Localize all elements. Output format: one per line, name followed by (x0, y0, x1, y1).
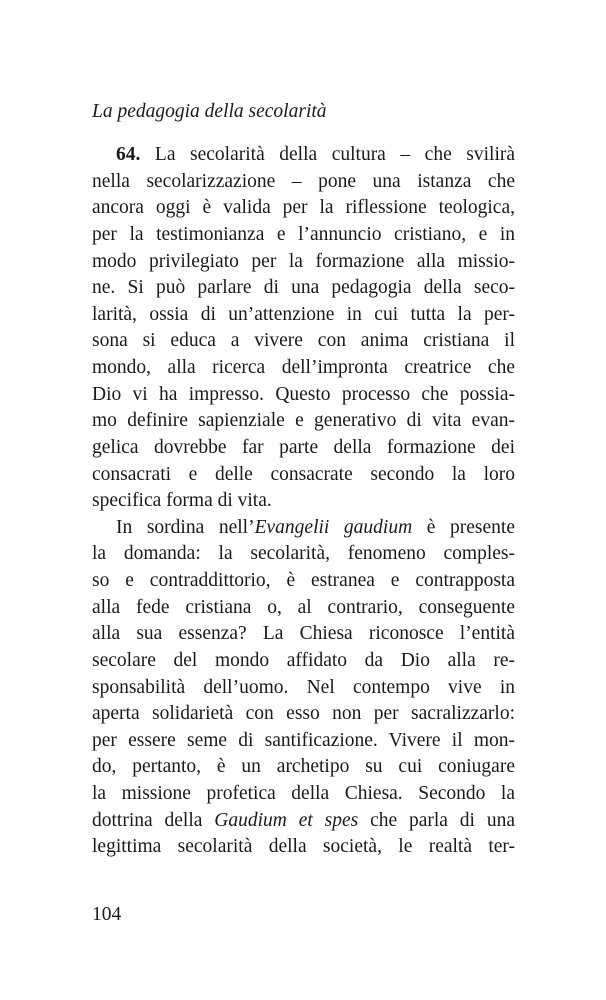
text-line: aperta solidarietà con esso non per sacralizzarlo: (92, 703, 515, 725)
work-title: Evangelii gaudium (254, 516, 413, 538)
text-line: larità, ossia di un’attenzione in cui tutta la per- (92, 303, 515, 325)
work-title: Gaudium et spes (214, 809, 359, 831)
body-text (92, 142, 515, 861)
text-line: do, pertanto, è un archetipo su cui coniugare (92, 756, 515, 778)
text-line: ne. Si può parlare di una pedagogia della seco- (92, 277, 515, 299)
paragraph-number: 64. (116, 144, 141, 165)
text-line: gelica dovrebbe far parte della formazione dei (92, 436, 515, 458)
section-heading: La pedagogia della secolarità (92, 101, 327, 122)
text-line: so e contraddittorio, è estranea e contrapposta (92, 570, 515, 591)
text-line: In sordina nell’Evangelii gaudium è presente (116, 516, 515, 538)
text-line: la domanda: la secolarità, fenomeno comples- (92, 543, 515, 565)
text-line: mondo, alla ricerca dell’impronta creatrice che (92, 357, 515, 378)
text-line: sponsabilità dell’uomo. Nel contempo vive in (92, 676, 515, 698)
text-line: sona si educa a vivere con anima cristiana il (92, 330, 515, 352)
text-line: consacrati e delle consacrate secondo la loro (92, 463, 515, 485)
text-line: 64. La secolarità della cultura – che svilirà (116, 144, 516, 165)
text-line: dottrina della Gaudium et spes che parla di una (92, 809, 515, 831)
text-line: per essere seme di santificazione. Vivere il mon- (92, 729, 515, 751)
text-line: specifica forma di vita. (92, 490, 272, 512)
text-line: modo privilegiato per la formazione alla missio- (92, 250, 515, 272)
text-line: la missione profetica della Chiesa. Secondo la (92, 783, 515, 804)
text-line: mo definire sapienziale e generativo di vita evan- (92, 410, 515, 432)
text-line: Dio vi ha impresso. Questo processo che possia- (92, 383, 515, 405)
text-line: ancora oggi è valida per la riflessione teologica, (92, 197, 515, 219)
text-line: secolare del mondo affidato da Dio alla re- (92, 649, 515, 671)
text-line: alla sua essenza? La Chiesa riconosce l’entità (92, 623, 515, 645)
text-line: alla fede cristiana o, al contrario, conseguente (92, 596, 515, 618)
page-number: 104 (92, 904, 122, 925)
text-line: per la testimonianza e l’annuncio cristiano, e in (92, 223, 515, 245)
text-line: nella secolarizzazione – pone una istanza che (92, 170, 515, 192)
text-line: legittima secolarità della società, le realtà ter- (92, 836, 515, 858)
